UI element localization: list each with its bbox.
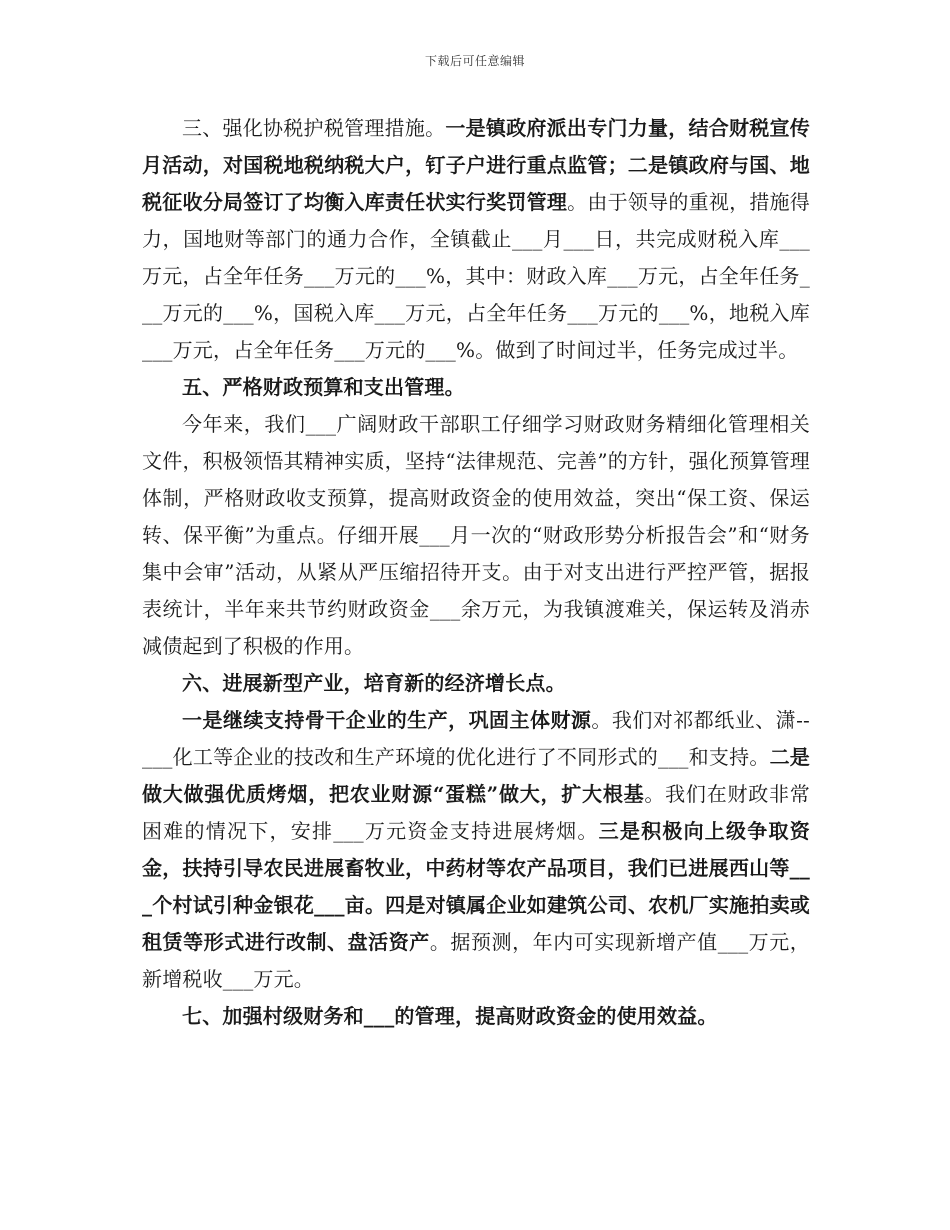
- section-3-lead: 三、强化协税护税管理措施。: [182, 116, 446, 140]
- section-7-heading: 七、加强村级财务和___的管理，提高财政资金的使用效益。: [182, 1004, 718, 1028]
- paragraph-section-5: 今年来，我们___广阔财政干部职工仔细学习财政财务精细化管理相关文件，积极领悟其精神实质，坚持“法律规范、完善”的方针，强化预算管理体制，严格财政收支预算，提高财政资金的使用效益，突出“保工资、保运转、保平衡”为重点。仔细开展___月一次的“财政形势分析报告会”和“财务集中会审”活动，从紧从严压缩招待开支。由于对支出进行严控严管，据报表统计，半年来共节约财政资金___余万元，为我镇渡难关，保运转及消赤减债起到了积极的作用。: [142, 412, 810, 658]
- section-6-text-3: 。据预测，年内可实现新增产值___万元，新增税收___万元。: [142, 930, 810, 991]
- page-header: 下载后可任意编辑: [424, 54, 525, 68]
- section-3-rest: 。由于领导的重视，措施得力，国地财等部门的通力合作，全镇截止___月___日，共完成财税入库___万元，占全年任务___万元的___%，其中：财政入库___万元，占全年任务___万元的___%，国税入库___万元，占全年任务___万元的___%，地税入库___万元，占全年任务___万元的___%。做到了时间过半，任务完成过半。: [142, 190, 811, 362]
- paragraph-section-3: [142, 110, 810, 369]
- document-body: [142, 110, 810, 1035]
- section-5-heading: 五、严格财政预算和支出管理。: [182, 375, 465, 399]
- section-6-bold-1: 一是继续支持骨干企业的生产，巩固主体财源: [182, 708, 592, 732]
- paragraph-section-6: [142, 702, 810, 998]
- section-6-heading: 六、进展新型产业，培育新的经济增长点。: [182, 671, 566, 695]
- section-6-text-1: 。我们对祁都纸业、潇--___化工等企业的技改和生产环境的优化进行了不同形式的___和支持。: [142, 708, 810, 769]
- section-3-bold: 一是镇政府派出专门力量，结合财税宣传月活动，对国税地税纳税大户，钉子户进行重点监管；二是镇政府与国、地税征收分局签订了均衡入库责任状实行奖罚管理: [142, 116, 810, 214]
- section-6-text-2: 。我们在财政非常困难的情况下，安排___万元资金支持进展烤烟。: [142, 782, 810, 843]
- section-6-bold-3: 三是积极向上级争取资金，扶持引导农民进展畜牧业，中药材等农产品项目，我们已进展西山等___个村试引种金银花___亩。四是对镇属企业如建筑公司、农机厂实施拍卖或租赁等形式进行改制、盘活资产: [142, 819, 810, 954]
- section-6-bold-2: 二是做大做强优质烤烟，把农业财源“蛋糕”做大，扩大根基: [142, 745, 810, 806]
